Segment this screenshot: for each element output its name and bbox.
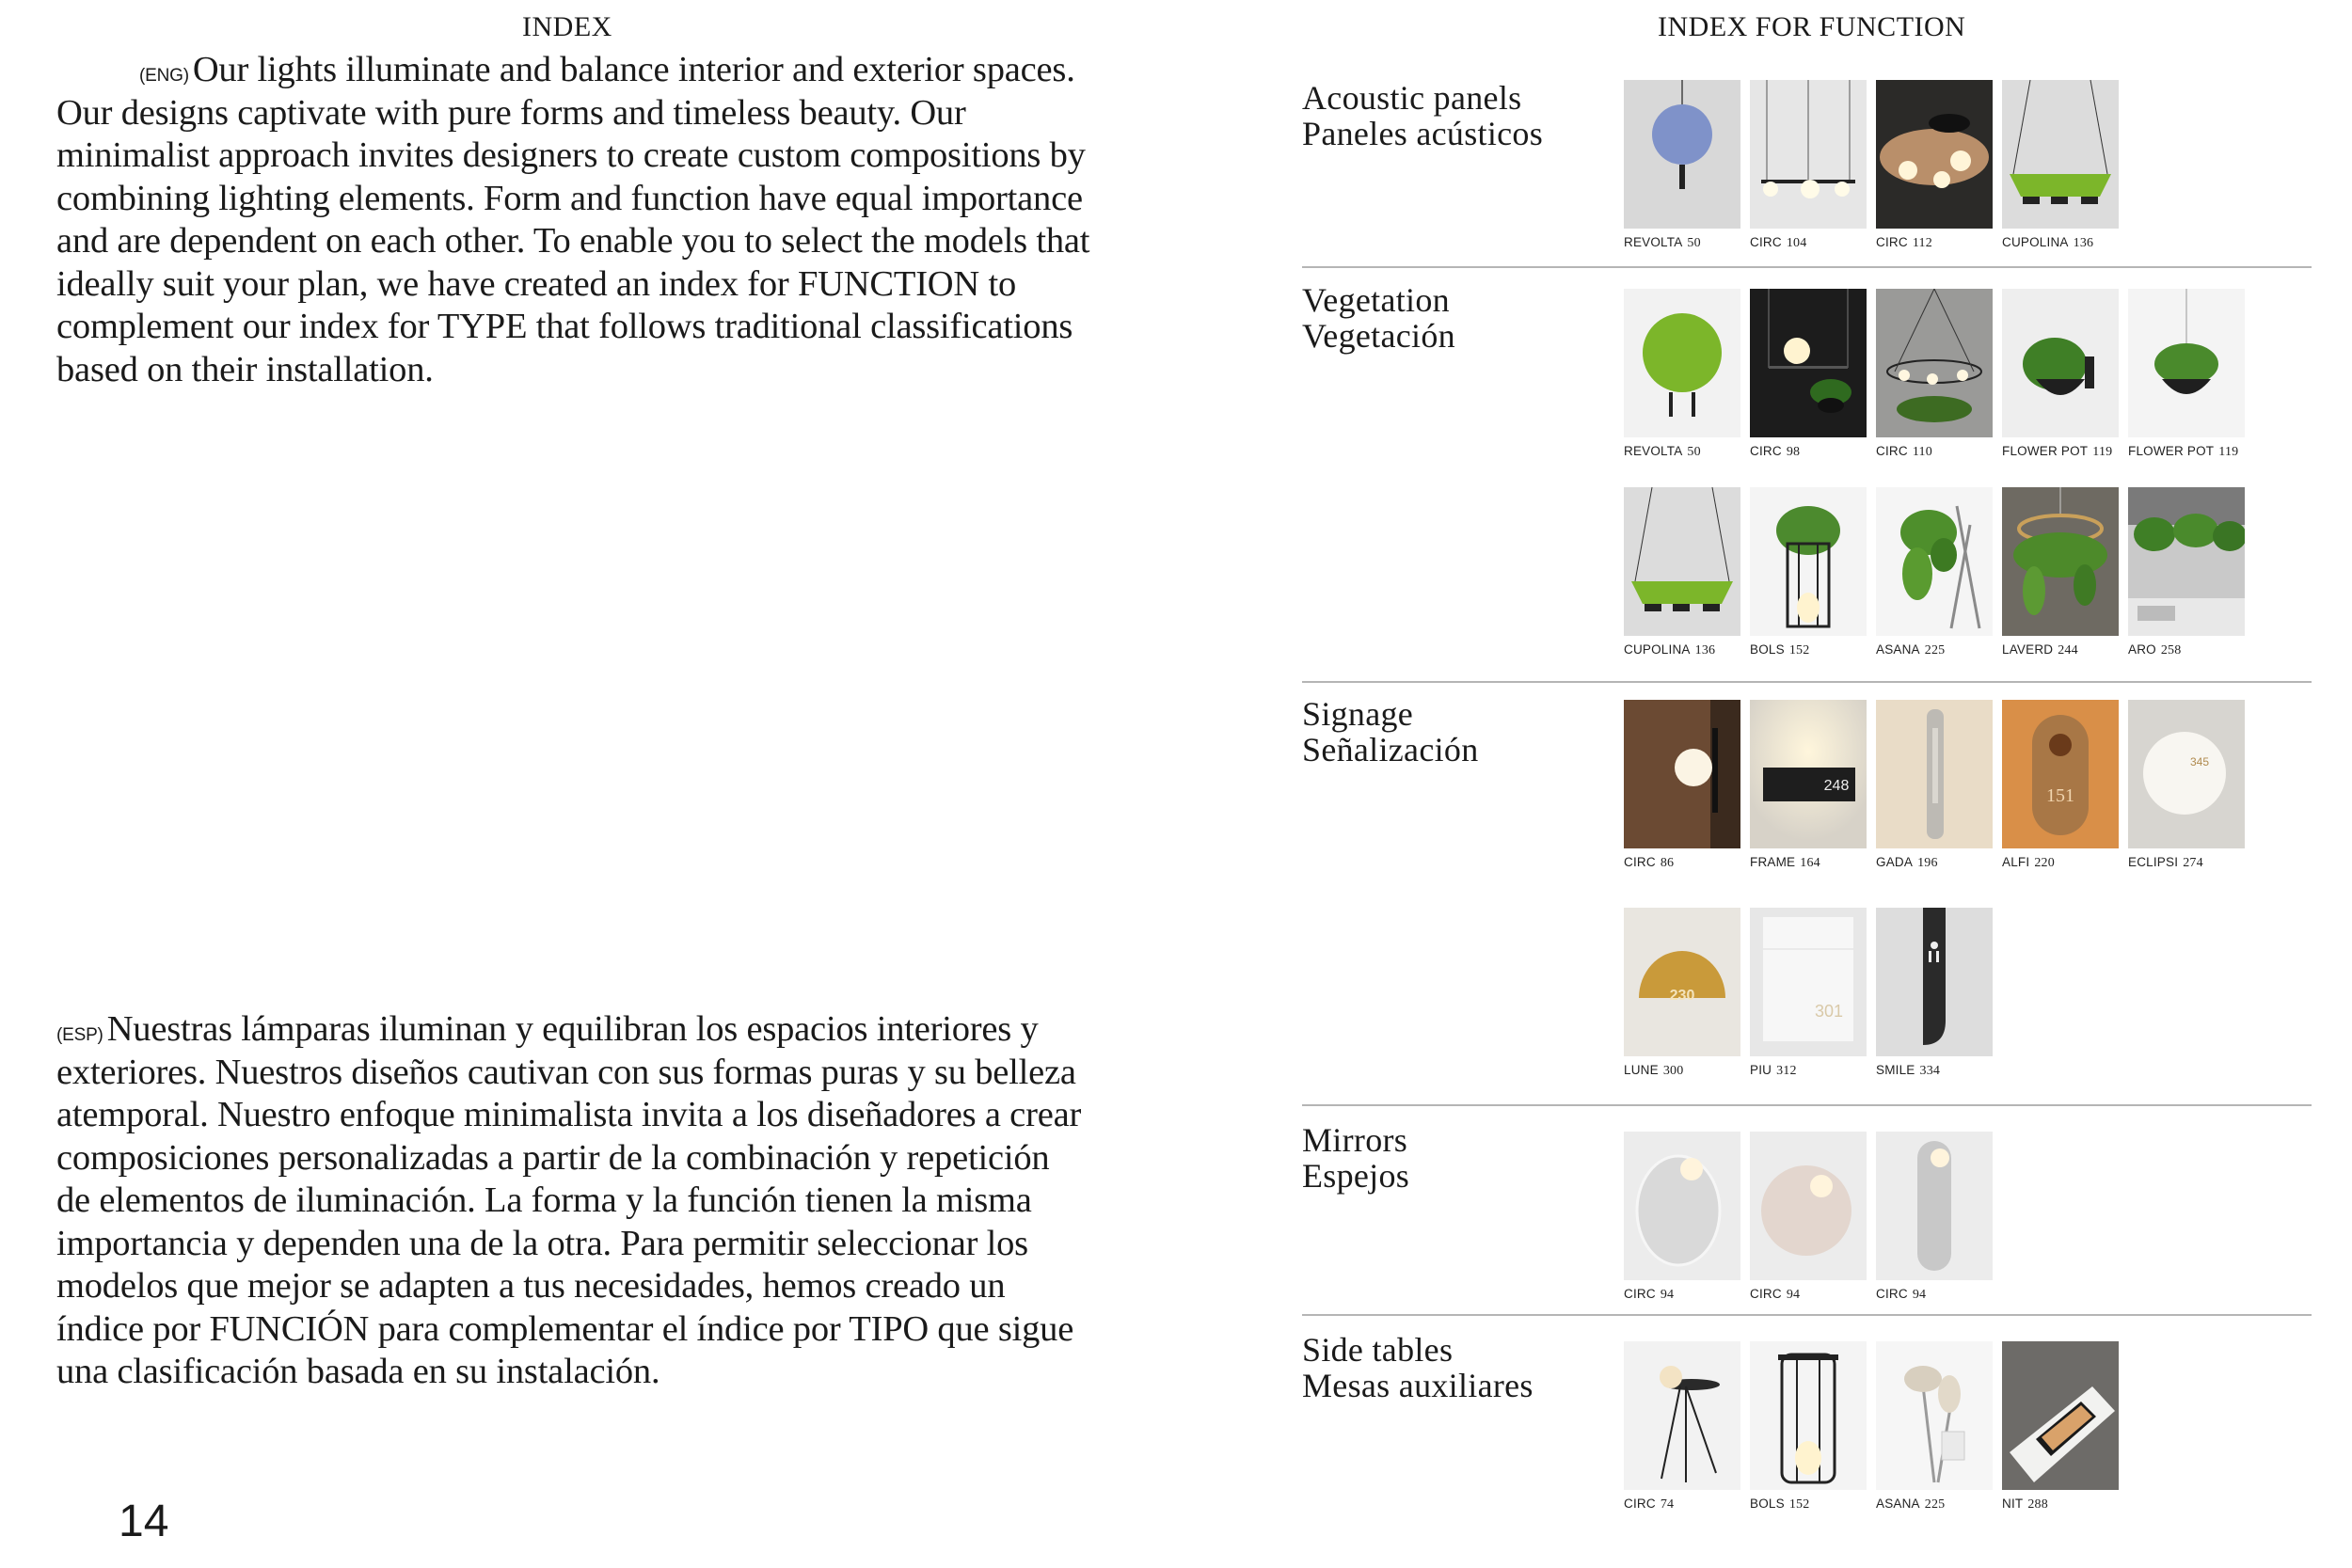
section-label-es: Mesas auxiliares — [1302, 1367, 1534, 1404]
moss-hanging-panel-icon — [1624, 487, 1740, 636]
left-page-title: INDEX — [522, 11, 612, 42]
product-thumb[interactable] — [2128, 700, 2245, 871]
product-thumb[interactable] — [1624, 487, 1740, 658]
product-page: 119 — [2218, 445, 2239, 459]
product-thumb[interactable] — [2002, 289, 2119, 460]
product-name: FRAME — [1750, 855, 1796, 869]
section-divider — [1302, 1314, 2312, 1316]
product-page: 196 — [1917, 856, 1938, 870]
product-thumb[interactable] — [1624, 1341, 1740, 1513]
piu-number: 301 — [1814, 1002, 1844, 1021]
section-label-en: Side tables — [1302, 1331, 1454, 1369]
product-name: CIRC — [1876, 1287, 1908, 1301]
eclipsi-number: 345 — [2189, 755, 2210, 768]
product-name: FLOWER POT — [2128, 444, 2215, 458]
ivy-stand-icon — [1876, 487, 1993, 636]
restroom-sign-icon — [1876, 908, 1993, 1056]
product-page: 220 — [2034, 856, 2055, 870]
vertical-sign-icon — [1876, 700, 1993, 848]
product-page: 152 — [1788, 643, 1810, 657]
product-name: CIRC — [1750, 235, 1782, 249]
brass-sign-151-icon — [2002, 700, 2119, 848]
product-thumb[interactable] — [1876, 289, 1993, 460]
product-name: CUPOLINA — [2002, 235, 2069, 249]
blue-disc-panel-icon — [1624, 80, 1740, 229]
product-name: CIRC — [1624, 1287, 1656, 1301]
section-label-es: Paneles acústicos — [1302, 115, 1544, 152]
product-page: 94 — [1912, 1288, 1927, 1302]
section-label — [1302, 80, 1543, 151]
alfi-number: 151 — [2046, 785, 2074, 806]
section-label-en: Signage — [1302, 695, 1414, 733]
white-box-301-icon — [1750, 908, 1867, 1056]
section-label — [1302, 1122, 1409, 1194]
esp-language-tag: (ESP) — [56, 1025, 103, 1045]
product-page: 225 — [1924, 643, 1946, 657]
section-label — [1302, 1332, 1534, 1403]
section-label-en: Acoustic panels — [1302, 79, 1522, 117]
product-name: ASANA — [1876, 1497, 1920, 1511]
section-label-en: Vegetation — [1302, 281, 1450, 319]
number-bar-248-icon — [1750, 700, 1867, 848]
product-thumb[interactable] — [1624, 908, 1740, 1079]
section-signage — [1302, 696, 2312, 1101]
section-acoustic-panels — [1302, 80, 2312, 268]
oval-panel-pendant-icon — [1876, 80, 1993, 229]
product-thumb[interactable] — [1624, 289, 1740, 460]
product-page: 300 — [1662, 1064, 1684, 1078]
lune-number: 230 — [1669, 988, 1695, 1004]
section-label-en: Mirrors — [1302, 1121, 1408, 1159]
product-name: FLOWER POT — [2002, 444, 2089, 458]
product-name: ALFI — [2002, 855, 2030, 869]
product-thumb[interactable] — [1876, 1341, 1993, 1513]
product-thumb[interactable] — [1750, 1341, 1867, 1513]
room-hanging-plants-icon — [2128, 487, 2245, 636]
product-name: NIT — [2002, 1497, 2024, 1511]
product-name: CIRC — [1750, 1287, 1782, 1301]
product-page: 312 — [1776, 1064, 1797, 1078]
page-number: 14 — [119, 1497, 169, 1546]
product-thumb[interactable] — [2128, 289, 2245, 460]
frame-number: 248 — [1823, 778, 1850, 794]
floor-planter-lamp-icon — [1750, 487, 1867, 636]
product-page: 136 — [2073, 236, 2094, 250]
linear-pendant-icon — [1750, 80, 1867, 229]
product-name: BOLS — [1750, 1497, 1785, 1511]
section-label-es: Vegetación — [1302, 317, 1455, 355]
product-thumb[interactable] — [1624, 80, 1740, 251]
product-page: 74 — [1660, 1497, 1675, 1512]
product-page: 98 — [1786, 445, 1801, 459]
product-name: ARO — [2128, 642, 2156, 657]
pill-mirror-icon — [1876, 1132, 1993, 1280]
product-thumb[interactable] — [1876, 1132, 1993, 1303]
product-page: 110 — [1912, 445, 1932, 459]
section-label — [1302, 282, 1455, 354]
product-name: LAVERD — [2002, 642, 2054, 657]
product-page: 112 — [1912, 236, 1932, 250]
product-page: 94 — [1660, 1288, 1675, 1302]
product-thumb[interactable] — [2002, 700, 2119, 871]
product-thumb[interactable] — [1750, 908, 1867, 1079]
product-page: 86 — [1660, 856, 1675, 870]
ring-chandelier-plants-icon — [1876, 289, 1993, 437]
eclipse-disc-345-icon — [2128, 700, 2245, 848]
dark-pendant-plant-icon — [1750, 289, 1867, 437]
product-thumb[interactable] — [2128, 487, 2245, 658]
product-name: CUPOLINA — [1624, 642, 1691, 657]
product-thumb[interactable] — [1876, 487, 1993, 658]
product-name: ASANA — [1876, 642, 1920, 657]
wall-flower-pot-icon — [2002, 289, 2119, 437]
product-thumb[interactable] — [1750, 700, 1867, 871]
product-name: LUNE — [1624, 1063, 1659, 1077]
moss-hanging-panel-icon — [2002, 80, 2119, 229]
product-page: 288 — [2027, 1497, 2048, 1512]
product-name: CIRC — [1624, 855, 1656, 869]
product-thumb[interactable] — [1624, 700, 1740, 871]
ring-planter-pendant-icon — [2002, 487, 2119, 636]
eng-text: Our lights illuminate and balance interior and exterior spaces. Our designs captivate with pure forms and timeless beauty. Our minimalist approach invites designers to create custom compositions by combining lighting elements. Form and function have equal importance and are dependent on each other. To enable you to select the models that ideally suit your plan, we have created an index for FUNCTION to complement our index for TYPE that follows traditional classifications based on their installation. — [56, 50, 1090, 389]
product-thumb[interactable] — [1876, 908, 1993, 1079]
branch-stand-icon — [1876, 1341, 1993, 1490]
product-thumb[interactable] — [1876, 700, 1993, 871]
product-thumb[interactable] — [1876, 80, 1993, 251]
product-thumb[interactable] — [2002, 1341, 2119, 1513]
product-name: CIRC — [1876, 235, 1908, 249]
eng-language-tag: (ENG) — [139, 66, 189, 86]
product-page: 119 — [2092, 445, 2113, 459]
product-name: CIRC — [1624, 1497, 1656, 1511]
phone-tray-icon — [2002, 1341, 2119, 1490]
oval-mirror-icon — [1624, 1132, 1740, 1280]
product-name: PIU — [1750, 1063, 1772, 1077]
product-page: 274 — [2183, 856, 2203, 870]
product-page: 244 — [2058, 643, 2078, 657]
product-thumb[interactable] — [1750, 289, 1867, 460]
product-name: GADA — [1876, 855, 1914, 869]
section-label-es: Señalización — [1302, 731, 1479, 768]
tripod-side-table-icon — [1624, 1341, 1740, 1490]
round-mirror-icon — [1750, 1132, 1867, 1280]
lantern-table-icon — [1750, 1341, 1867, 1490]
product-name: REVOLTA — [1624, 235, 1683, 249]
product-page: 334 — [1919, 1064, 1941, 1078]
section-vegetation — [1302, 282, 2312, 677]
product-page: 136 — [1694, 643, 1716, 657]
esp-paragraph — [56, 1008, 1091, 1394]
section-divider — [1302, 681, 2312, 683]
section-label-es: Espejos — [1302, 1157, 1410, 1195]
product-thumb[interactable] — [2002, 80, 2119, 251]
hanging-flower-pot-icon — [2128, 289, 2245, 437]
gold-disc-230-icon — [1624, 908, 1740, 1056]
section-divider — [1302, 1104, 2312, 1106]
product-name: CIRC — [1876, 444, 1908, 458]
product-name: SMILE — [1876, 1063, 1915, 1077]
product-page: 50 — [1687, 445, 1701, 459]
product-page: 104 — [1786, 236, 1807, 250]
product-page: 94 — [1786, 1288, 1801, 1302]
product-thumb[interactable] — [1750, 487, 1867, 658]
product-name: ECLIPSI — [2128, 855, 2179, 869]
product-page: 258 — [2160, 643, 2182, 657]
section-side-tables — [1302, 1332, 2312, 1520]
section-mirrors — [1302, 1122, 2312, 1310]
product-thumb[interactable] — [1750, 1132, 1867, 1303]
product-page: 152 — [1788, 1497, 1810, 1512]
product-page: 225 — [1924, 1497, 1946, 1512]
product-name: BOLS — [1750, 642, 1785, 657]
product-page: 50 — [1687, 236, 1701, 250]
product-page: 164 — [1800, 856, 1820, 870]
product-name: CIRC — [1750, 444, 1782, 458]
product-thumb[interactable] — [2002, 487, 2119, 658]
section-label — [1302, 696, 1479, 768]
eng-paragraph — [56, 49, 1091, 391]
wood-wall-light-icon — [1624, 700, 1740, 848]
section-divider — [1302, 266, 2312, 268]
product-thumb[interactable] — [1624, 1132, 1740, 1303]
index-for-function-title: INDEX FOR FUNCTION — [1658, 11, 1966, 42]
product-name: REVOLTA — [1624, 444, 1683, 458]
moss-disc-icon — [1624, 289, 1740, 437]
esp-text: Nuestras lámparas iluminan y equilibran los espacios interiores y exteriores. Nuestros diseños cautivan con sus formas puras y su belleza atemporal. Nuestro enfoque minimalista invita a los diseñadores a crear composiciones personalizadas a partir de la combinación y repetición de elementos de iluminación. La forma y la función tienen la misma importancia y dependen una de la otra. Para permitir seleccionar los modelos que mejor se adapten a tus necesidades, hemos creado un índice por FUNCIÓN para complementar el índice por TIPO que sigue una clasificación basada en su instalación. — [56, 1009, 1082, 1391]
product-thumb[interactable] — [1750, 80, 1867, 251]
